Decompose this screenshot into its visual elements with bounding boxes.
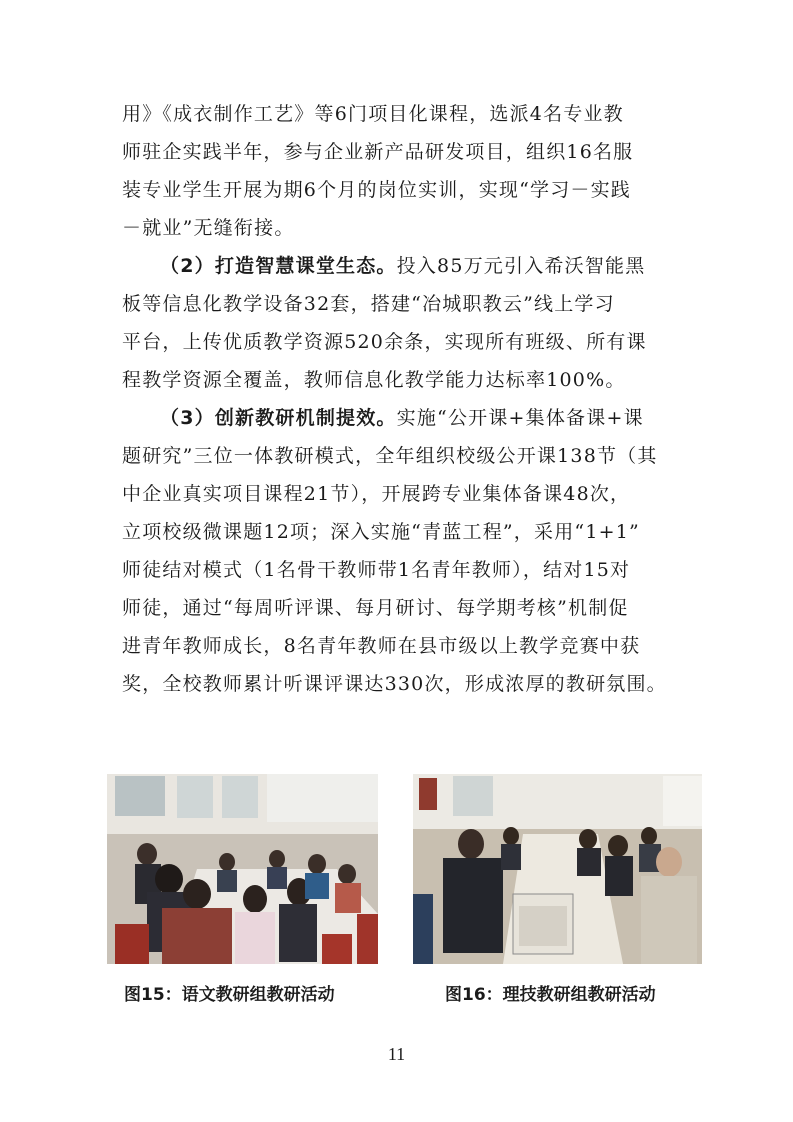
- figure-15-photo: [107, 774, 378, 964]
- text-run: 投入85万元引入希沃智能黑: [396, 255, 646, 277]
- text-line: [122, 247, 674, 285]
- text-line: 师徒，通过“每周听评课、每月研讨、每学期考核”机制促: [122, 597, 629, 619]
- text-line: 程教学资源全覆盖，教师信息化教学能力达标率100%。: [122, 369, 626, 391]
- paragraph-1: [122, 95, 674, 247]
- text-line: 板等信息化教学设备32套，搭建“冶城职教云”线上学习: [122, 293, 615, 315]
- text-line: 中企业真实项目课程21节），开展跨专业集体备课48次，: [122, 483, 631, 505]
- text-line: 进青年教师成长，8名青年教师在县市级以上教学竞赛中获: [122, 635, 641, 657]
- paragraph-heading: （2）打造智慧课堂生态。: [160, 255, 397, 277]
- paragraph-heading: （3）创新教研机制提效。: [160, 407, 397, 429]
- text-line: 题研究”三位一体教研模式，全年组织校级公开课138节（其: [122, 445, 658, 467]
- meeting-photo-image: [413, 774, 702, 964]
- page-number: 11: [387, 1044, 406, 1064]
- meeting-photo-image: [107, 774, 378, 964]
- text-line: －就业”无缝衔接。: [122, 217, 295, 239]
- text-line: 师驻企实践半年，参与企业新产品研发项目，组织16名服: [122, 141, 634, 163]
- figure-15-caption: 图15：语文教研组教研活动: [124, 985, 335, 1005]
- text-line: 用》《成衣制作工艺》等6门项目化课程，选派4名专业教: [122, 103, 624, 125]
- text-line: 装专业学生开展为期6个月的岗位实训，实现“学习－实践: [122, 179, 632, 201]
- text-line: 立项校级微课题12项；深入实施“青蓝工程”，采用“1+1”: [122, 521, 640, 543]
- text-line: 平台，上传优质教学资源520余条，实现所有班级、所有课: [122, 331, 647, 353]
- paragraph-2: [122, 247, 674, 399]
- paragraph-3: [122, 399, 674, 703]
- figure-16-photo: [413, 774, 702, 964]
- figure-16-caption: 图16：理技教研组教研活动: [445, 985, 656, 1005]
- text-line: 奖，全校教师累计听课评课达330次，形成浓厚的教研氛围。: [122, 673, 667, 695]
- text-run: 实施“公开课+集体备课+课: [396, 407, 644, 429]
- body-text: [122, 95, 674, 703]
- text-line: [122, 399, 674, 437]
- text-line: 师徒结对模式（1名骨干教师带1名青年教师），结对15对: [122, 559, 631, 581]
